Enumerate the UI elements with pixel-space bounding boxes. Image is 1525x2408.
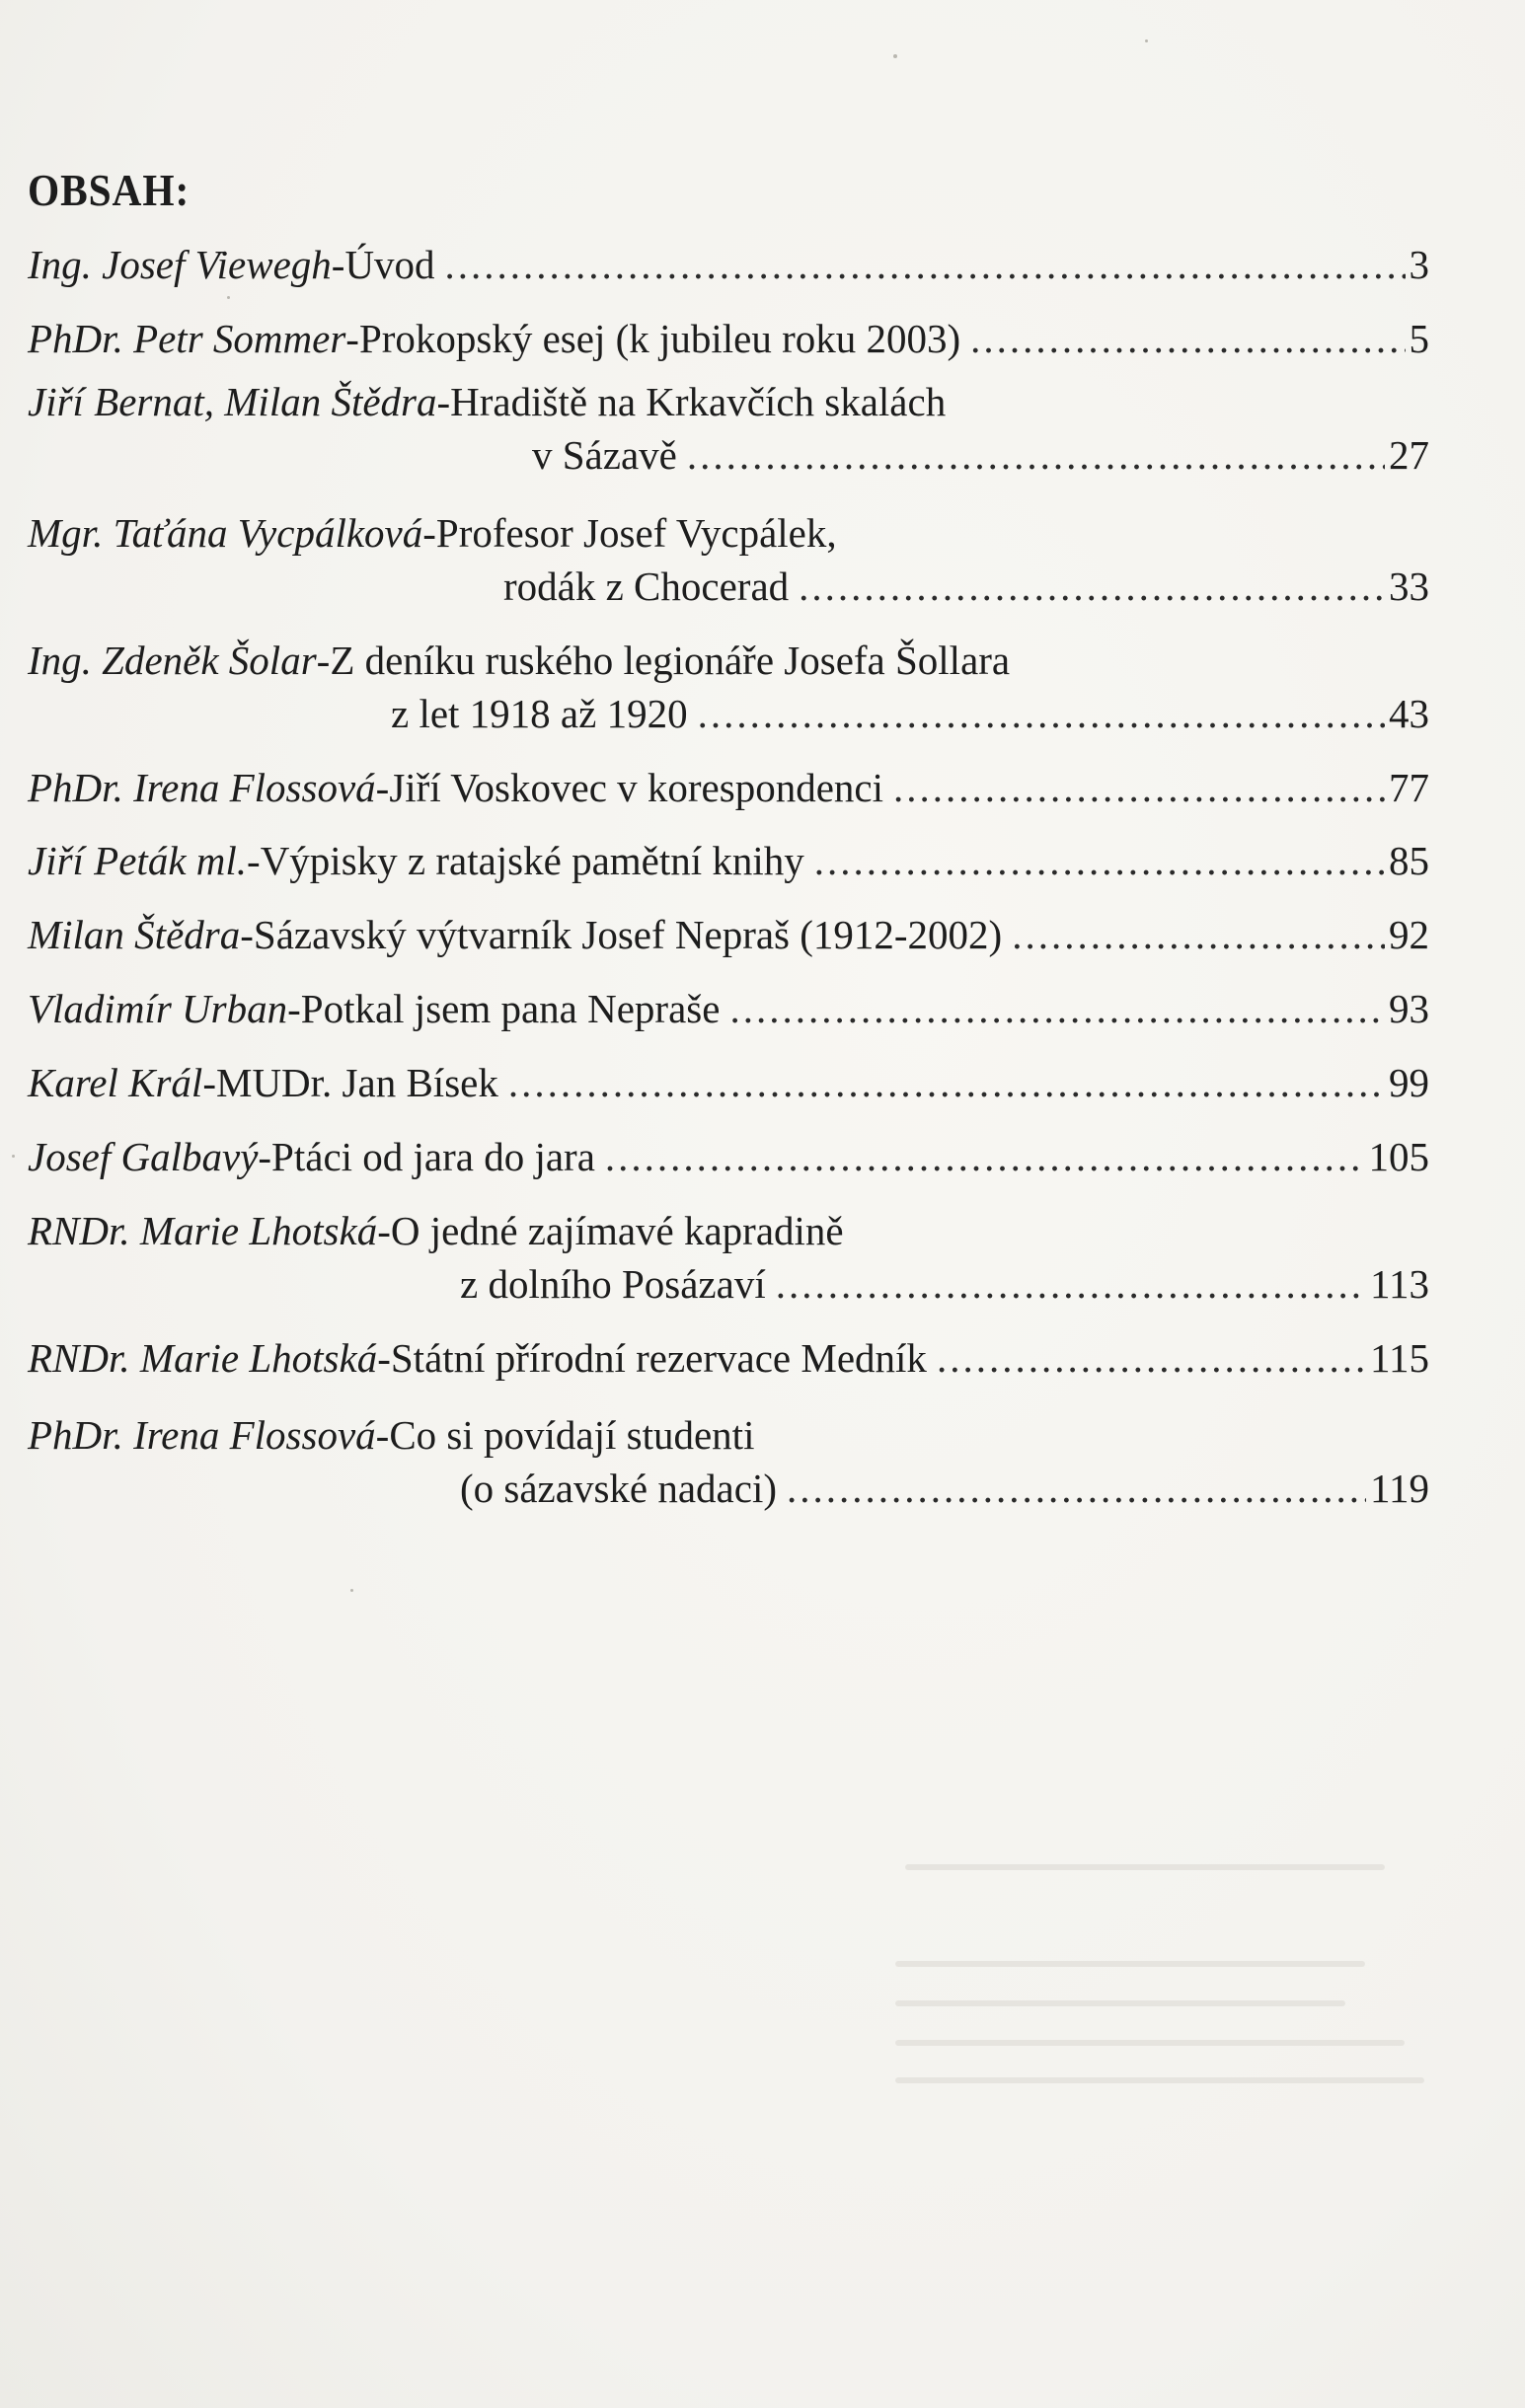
- entry-separator: -: [345, 316, 359, 361]
- toc-entry: [28, 313, 1429, 364]
- leader-dots: [698, 688, 1385, 739]
- entry-author: Jiří Bernat, Milan Štědra: [28, 379, 437, 424]
- entry-title: Prokopský esej (k jubileu roku 2003): [358, 316, 961, 361]
- entry-page-number: 105: [1368, 1134, 1429, 1179]
- entry-author: PhDr. Irena Flossová: [28, 1412, 376, 1458]
- entry-author: Josef Galbavý: [28, 1134, 259, 1179]
- entry-separator: -: [202, 1060, 216, 1105]
- entry-page-number: 43: [1389, 691, 1429, 736]
- entry-title: Státní přírodní rezervace Medník: [390, 1335, 927, 1381]
- entry-title-continuation: (o sázavské nadaci): [460, 1466, 777, 1511]
- entry-page-number: 115: [1370, 1335, 1429, 1381]
- entry-separator: -: [247, 838, 261, 883]
- toc-entry: [28, 376, 1429, 481]
- toc-entry: [28, 507, 1429, 612]
- toc-entry: [28, 1409, 1429, 1514]
- entry-page-number: 33: [1389, 564, 1429, 609]
- paper-speck: [350, 1589, 353, 1592]
- entry-author: Jiří Peták ml.: [28, 838, 248, 883]
- leader-dots: [814, 835, 1385, 886]
- entry-page-number: 85: [1389, 838, 1429, 883]
- entry-title: Sázavský výtvarník Josef Nepraš (1912-2002): [253, 912, 1003, 957]
- entry-page-number: 113: [1370, 1261, 1429, 1307]
- entry-separator: -: [375, 765, 390, 810]
- toc-entry: [28, 983, 1429, 1034]
- entry-separator: -: [377, 1208, 391, 1253]
- entry-title-continuation: z dolního Posázaví: [460, 1261, 766, 1307]
- entry-author: RNDr. Marie Lhotská: [28, 1335, 378, 1381]
- entry-title: Jiří Voskovec v korespondenci: [389, 765, 883, 810]
- entry-page-number: 77: [1389, 765, 1429, 810]
- toc-entry: [28, 909, 1429, 960]
- leader-dots: [687, 429, 1385, 481]
- toc-heading: OBSAH:: [28, 165, 191, 215]
- entry-separator: -: [258, 1134, 272, 1179]
- paper-speck: [227, 296, 230, 299]
- paper-speck: [12, 1155, 15, 1158]
- entry-title: MUDr. Jan Bísek: [215, 1060, 498, 1105]
- toc-entry: [28, 762, 1429, 813]
- entry-page-number: 93: [1389, 986, 1429, 1031]
- toc-entry: [28, 1332, 1429, 1384]
- entry-author: PhDr. Petr Sommer: [28, 316, 346, 361]
- entry-separator: -: [436, 379, 451, 424]
- toc-entry: [28, 1205, 1429, 1310]
- entry-author: Ing. Zdeněk Šolar: [28, 638, 317, 683]
- entry-title: Výpisky z ratajské pamětní knihy: [260, 838, 804, 883]
- entry-title: Ptáci od jara do jara: [271, 1134, 595, 1179]
- leader-dots: [1012, 909, 1385, 960]
- entry-separator: -: [287, 986, 301, 1031]
- entry-author: Ing. Josef Viewegh: [28, 242, 332, 287]
- entry-author: Mgr. Taťána Vycpálková: [28, 510, 423, 556]
- leader-dots: [799, 561, 1385, 612]
- leader-dots: [970, 313, 1405, 364]
- leader-dots: [776, 1258, 1366, 1310]
- entry-separator: -: [377, 1335, 391, 1381]
- toc-entry: [28, 1057, 1429, 1108]
- entry-author: Vladimír Urban: [28, 986, 288, 1031]
- entry-title: Potkal jsem pana Nepraše: [300, 986, 721, 1031]
- leader-dots: [508, 1057, 1385, 1108]
- entry-page-number: 99: [1389, 1060, 1429, 1105]
- leader-dots: [445, 239, 1406, 290]
- entry-title: Co si povídají studenti: [389, 1412, 755, 1458]
- entry-separator: -: [375, 1412, 390, 1458]
- entry-title: Profesor Josef Vycpálek,: [435, 510, 837, 556]
- entry-title: Z deníku ruského legionáře Josefa Šollara: [330, 638, 1011, 683]
- entry-author: Karel Král: [28, 1060, 203, 1105]
- entry-separator: -: [240, 912, 254, 957]
- entry-author: Milan Štědra: [28, 912, 241, 957]
- leader-dots: [729, 983, 1385, 1034]
- leader-dots: [787, 1463, 1366, 1514]
- entry-separator: -: [331, 242, 345, 287]
- entry-page-number: 27: [1389, 432, 1429, 478]
- entry-title: Hradiště na Krkavčích skalách: [450, 379, 947, 424]
- entry-page-number: 5: [1409, 316, 1429, 361]
- entry-author: PhDr. Irena Flossová: [28, 765, 376, 810]
- entry-separator: -: [316, 638, 331, 683]
- entry-title: Úvod: [344, 242, 435, 287]
- entry-page-number: 119: [1370, 1466, 1429, 1511]
- leader-dots: [893, 762, 1385, 813]
- entry-page-number: 3: [1409, 242, 1429, 287]
- entry-title: O jedné zajímavé kapradině: [390, 1208, 844, 1253]
- entry-page-number: 92: [1389, 912, 1429, 957]
- entry-author: RNDr. Marie Lhotská: [28, 1208, 378, 1253]
- toc-entry: [28, 635, 1429, 739]
- toc-entry: [28, 835, 1429, 886]
- leader-dots: [605, 1131, 1365, 1182]
- entry-title-continuation: v Sázavě: [532, 432, 677, 478]
- leader-dots: [937, 1332, 1366, 1384]
- entry-title-continuation: rodák z Chocerad: [503, 564, 790, 609]
- toc-entry: [28, 239, 1429, 290]
- paper-speck: [893, 54, 897, 58]
- entry-title-continuation: z let 1918 až 1920: [391, 691, 688, 736]
- entry-separator: -: [422, 510, 436, 556]
- toc-entry: [28, 1131, 1429, 1182]
- paper-speck: [1145, 39, 1148, 42]
